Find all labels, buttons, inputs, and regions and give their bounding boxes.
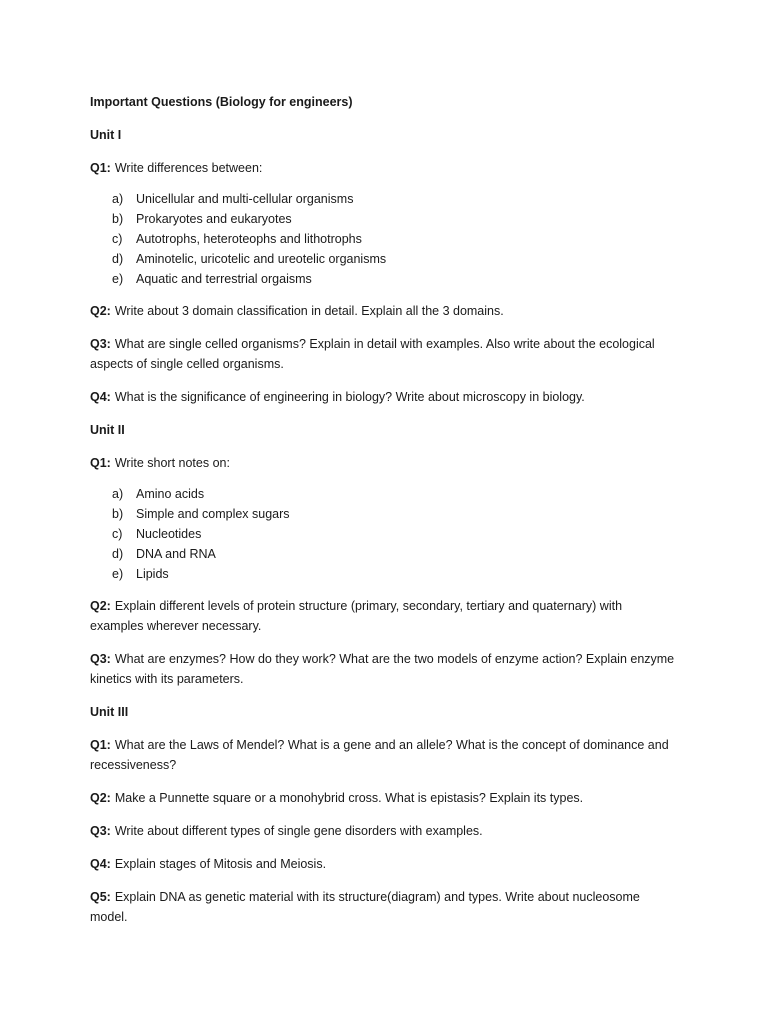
question-u1-q3	[90, 334, 678, 374]
list-item	[112, 269, 678, 289]
list-item-text: Aquatic and terrestrial orgaisms	[136, 272, 312, 286]
question-text: Explain DNA as genetic material with its structure(diagram) and types. Write about nucleosome model.	[90, 890, 640, 924]
question-text: What is the significance of engineering in biology? Write about microscopy in biology.	[114, 390, 585, 404]
question-u3-q3	[90, 821, 678, 841]
list-marker: b)	[112, 212, 124, 226]
list-item	[112, 229, 678, 249]
question-u2-q2	[90, 596, 678, 636]
list-item-text: Autotrophs, heteroteophs and lithotrophs	[136, 232, 362, 246]
question-text: Explain different levels of protein structure (primary, secondary, tertiary and quaternary) with examples wherever necessary.	[90, 599, 623, 633]
list-item-text: Aminotelic, uricotelic and ureotelic organisms	[136, 252, 387, 266]
question-text: Explain stages of Mitosis and Meiosis.	[114, 857, 327, 871]
question-label: Q3:	[90, 824, 111, 838]
list-item	[112, 524, 678, 544]
unit-1-section	[90, 125, 678, 407]
question-u3-q5	[90, 887, 678, 927]
unit-2-section	[90, 420, 678, 689]
list-item-text: Prokaryotes and eukaryotes	[136, 212, 292, 226]
list-item-text: Amino acids	[136, 487, 205, 501]
list-marker: e)	[112, 272, 124, 286]
list-item-text: Unicellular and multi-cellular organisms	[136, 192, 354, 206]
question-text: What are single celled organisms? Explain in detail with examples. Also write about the ecological aspects of single celled organisms.	[90, 337, 655, 371]
list-marker: e)	[112, 567, 124, 581]
question-text: Write differences between:	[114, 161, 263, 175]
list-marker: c)	[112, 232, 123, 246]
list-item	[112, 544, 678, 564]
question-label: Q2:	[90, 304, 111, 318]
question-u1-q1	[90, 158, 678, 178]
question-text: Write about different types of single gene disorders with examples.	[114, 824, 483, 838]
unit-heading: Unit II	[90, 423, 125, 437]
sub-question-list	[90, 484, 678, 584]
question-u3-q2	[90, 788, 678, 808]
list-item	[112, 504, 678, 524]
list-marker: a)	[112, 487, 124, 501]
question-label: Q3:	[90, 652, 111, 666]
question-u3-q1	[90, 735, 678, 775]
question-label: Q4:	[90, 857, 111, 871]
question-label: Q4:	[90, 390, 111, 404]
question-text: What are the Laws of Mendel? What is a gene and an allele? What is the concept of dominance and recessiveness?	[90, 738, 669, 772]
list-marker: d)	[112, 547, 124, 561]
question-u3-q4	[90, 854, 678, 874]
list-marker: b)	[112, 507, 124, 521]
question-label: Q1:	[90, 738, 111, 752]
unit-heading: Unit III	[90, 705, 129, 719]
list-item	[112, 249, 678, 269]
unit-3-section	[90, 702, 678, 927]
question-u2-q1	[90, 453, 678, 473]
list-marker: c)	[112, 527, 123, 541]
question-text: What are enzymes? How do they work? What are the two models of enzyme action? Explain enzyme kinetics with its parameters.	[90, 652, 675, 686]
question-text: Write about 3 domain classification in detail. Explain all the 3 domains.	[114, 304, 504, 318]
list-marker: d)	[112, 252, 124, 266]
question-u2-q3	[90, 649, 678, 689]
unit-heading: Unit I	[90, 128, 122, 142]
list-item-text: Nucleotides	[136, 527, 202, 541]
question-label: Q5:	[90, 890, 111, 904]
question-label: Q2:	[90, 791, 111, 805]
list-item-text: Lipids	[136, 567, 169, 581]
question-label: Q3:	[90, 337, 111, 351]
sub-question-list	[90, 189, 678, 289]
question-text: Write short notes on:	[114, 456, 230, 470]
list-item	[112, 209, 678, 229]
question-label: Q1:	[90, 456, 111, 470]
list-item	[112, 564, 678, 584]
list-marker: a)	[112, 192, 124, 206]
document-title: Important Questions (Biology for engineers)	[90, 95, 353, 109]
question-u1-q2	[90, 301, 678, 321]
list-item-text: Simple and complex sugars	[136, 507, 290, 521]
question-text: Make a Punnette square or a monohybrid cross. What is epistasis? Explain its types.	[114, 791, 584, 805]
list-item-text: DNA and RNA	[136, 547, 216, 561]
question-label: Q1:	[90, 161, 111, 175]
question-u1-q4	[90, 387, 678, 407]
list-item	[112, 189, 678, 209]
list-item	[112, 484, 678, 504]
question-label: Q2:	[90, 599, 111, 613]
